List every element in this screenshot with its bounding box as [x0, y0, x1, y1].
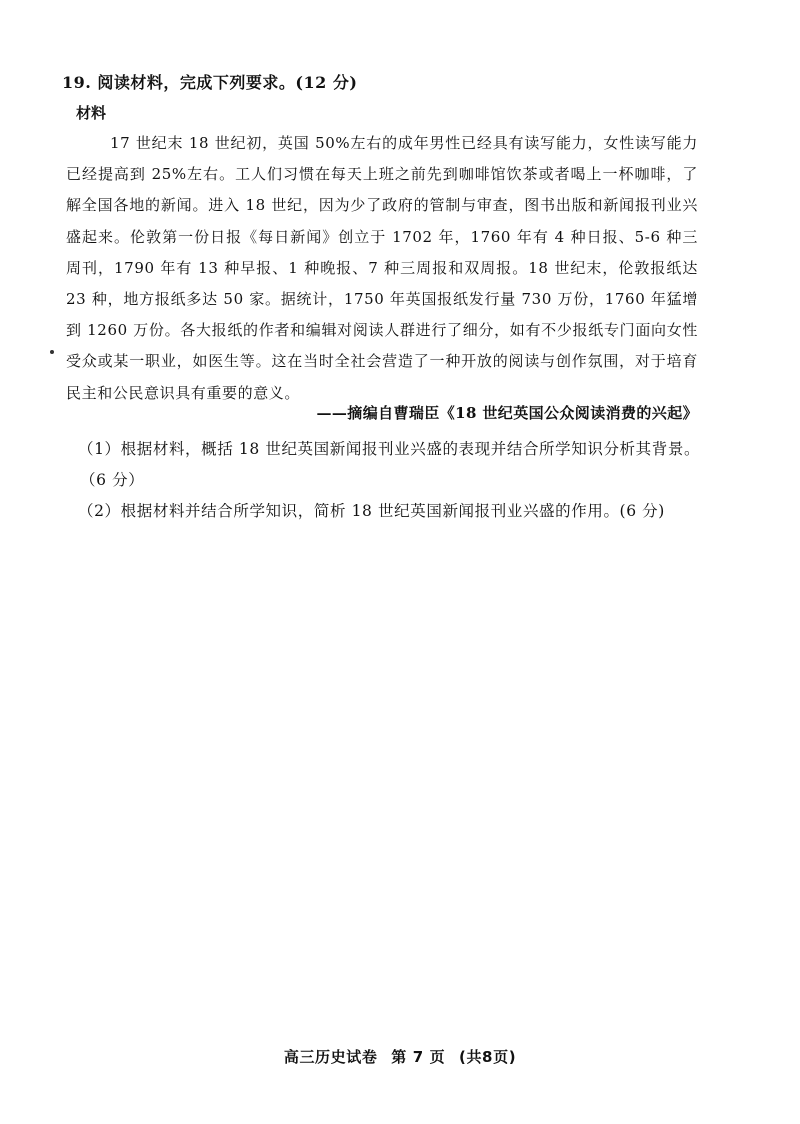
footer-total: (共8页)	[459, 1048, 517, 1066]
page-footer	[0, 1046, 800, 1067]
sub-question-2: （2）根据材料并结合所学知识，简析 18 世纪英国新闻报刊业兴盛的作用。(6 分)	[78, 502, 665, 520]
sub-question-1: （1）根据材料，概括 18 世纪英国新闻报刊业兴盛的表现并结合所学知识分析其背景。	[78, 440, 701, 458]
material-source: ——摘编自曹瑞臣《18 世纪英国公众阅读消费的兴起》	[316, 404, 698, 422]
material-label: 材料	[76, 104, 107, 122]
material-paragraph	[66, 128, 698, 409]
question-title: 19. 阅读材料，完成下列要求。(12 分)	[62, 73, 358, 92]
footer-page: 第 7 页	[391, 1048, 446, 1066]
sub-question-1-score: （6 分）	[80, 471, 145, 489]
scan-speck	[50, 350, 54, 354]
footer-subject: 高三历史试卷	[283, 1048, 378, 1066]
material-text: 17 世纪末 18 世纪初，英国 50%左右的成年男性已经具有读写能力，女性读写能力已经提高到 25%左右。工人们习惯在每天上班之前先到咖啡馆饮茶或者喝上一杯咖啡，了解全国各地的新闻。进入 18 世纪，因为少了政府的管制与审查，图书出版和新闻报刊业兴盛起来。伦敦第一份日报《每日新闻》创立于 1702 年，1760 年有 4 种日报、5-6 种三周刊，1790 年有 13 种早报、1 种晚报、7 种三周报和双周报。18 世纪末，伦敦报纸达 23 种，地方报纸多达 50 家。据统计，1750 年英国报纸发行量 730 万份，1760 年猛增到 1260 万份。各大报纸的作者和编辑对阅读人群进行了细分，如有不少报纸专门面向女性受众或某一职业，如医生等。这在当时全社会营造了一种开放的阅读与创作氛围，对于培育民主和公民意识具有重要的意义。	[66, 134, 698, 402]
sub-questions	[78, 434, 708, 527]
